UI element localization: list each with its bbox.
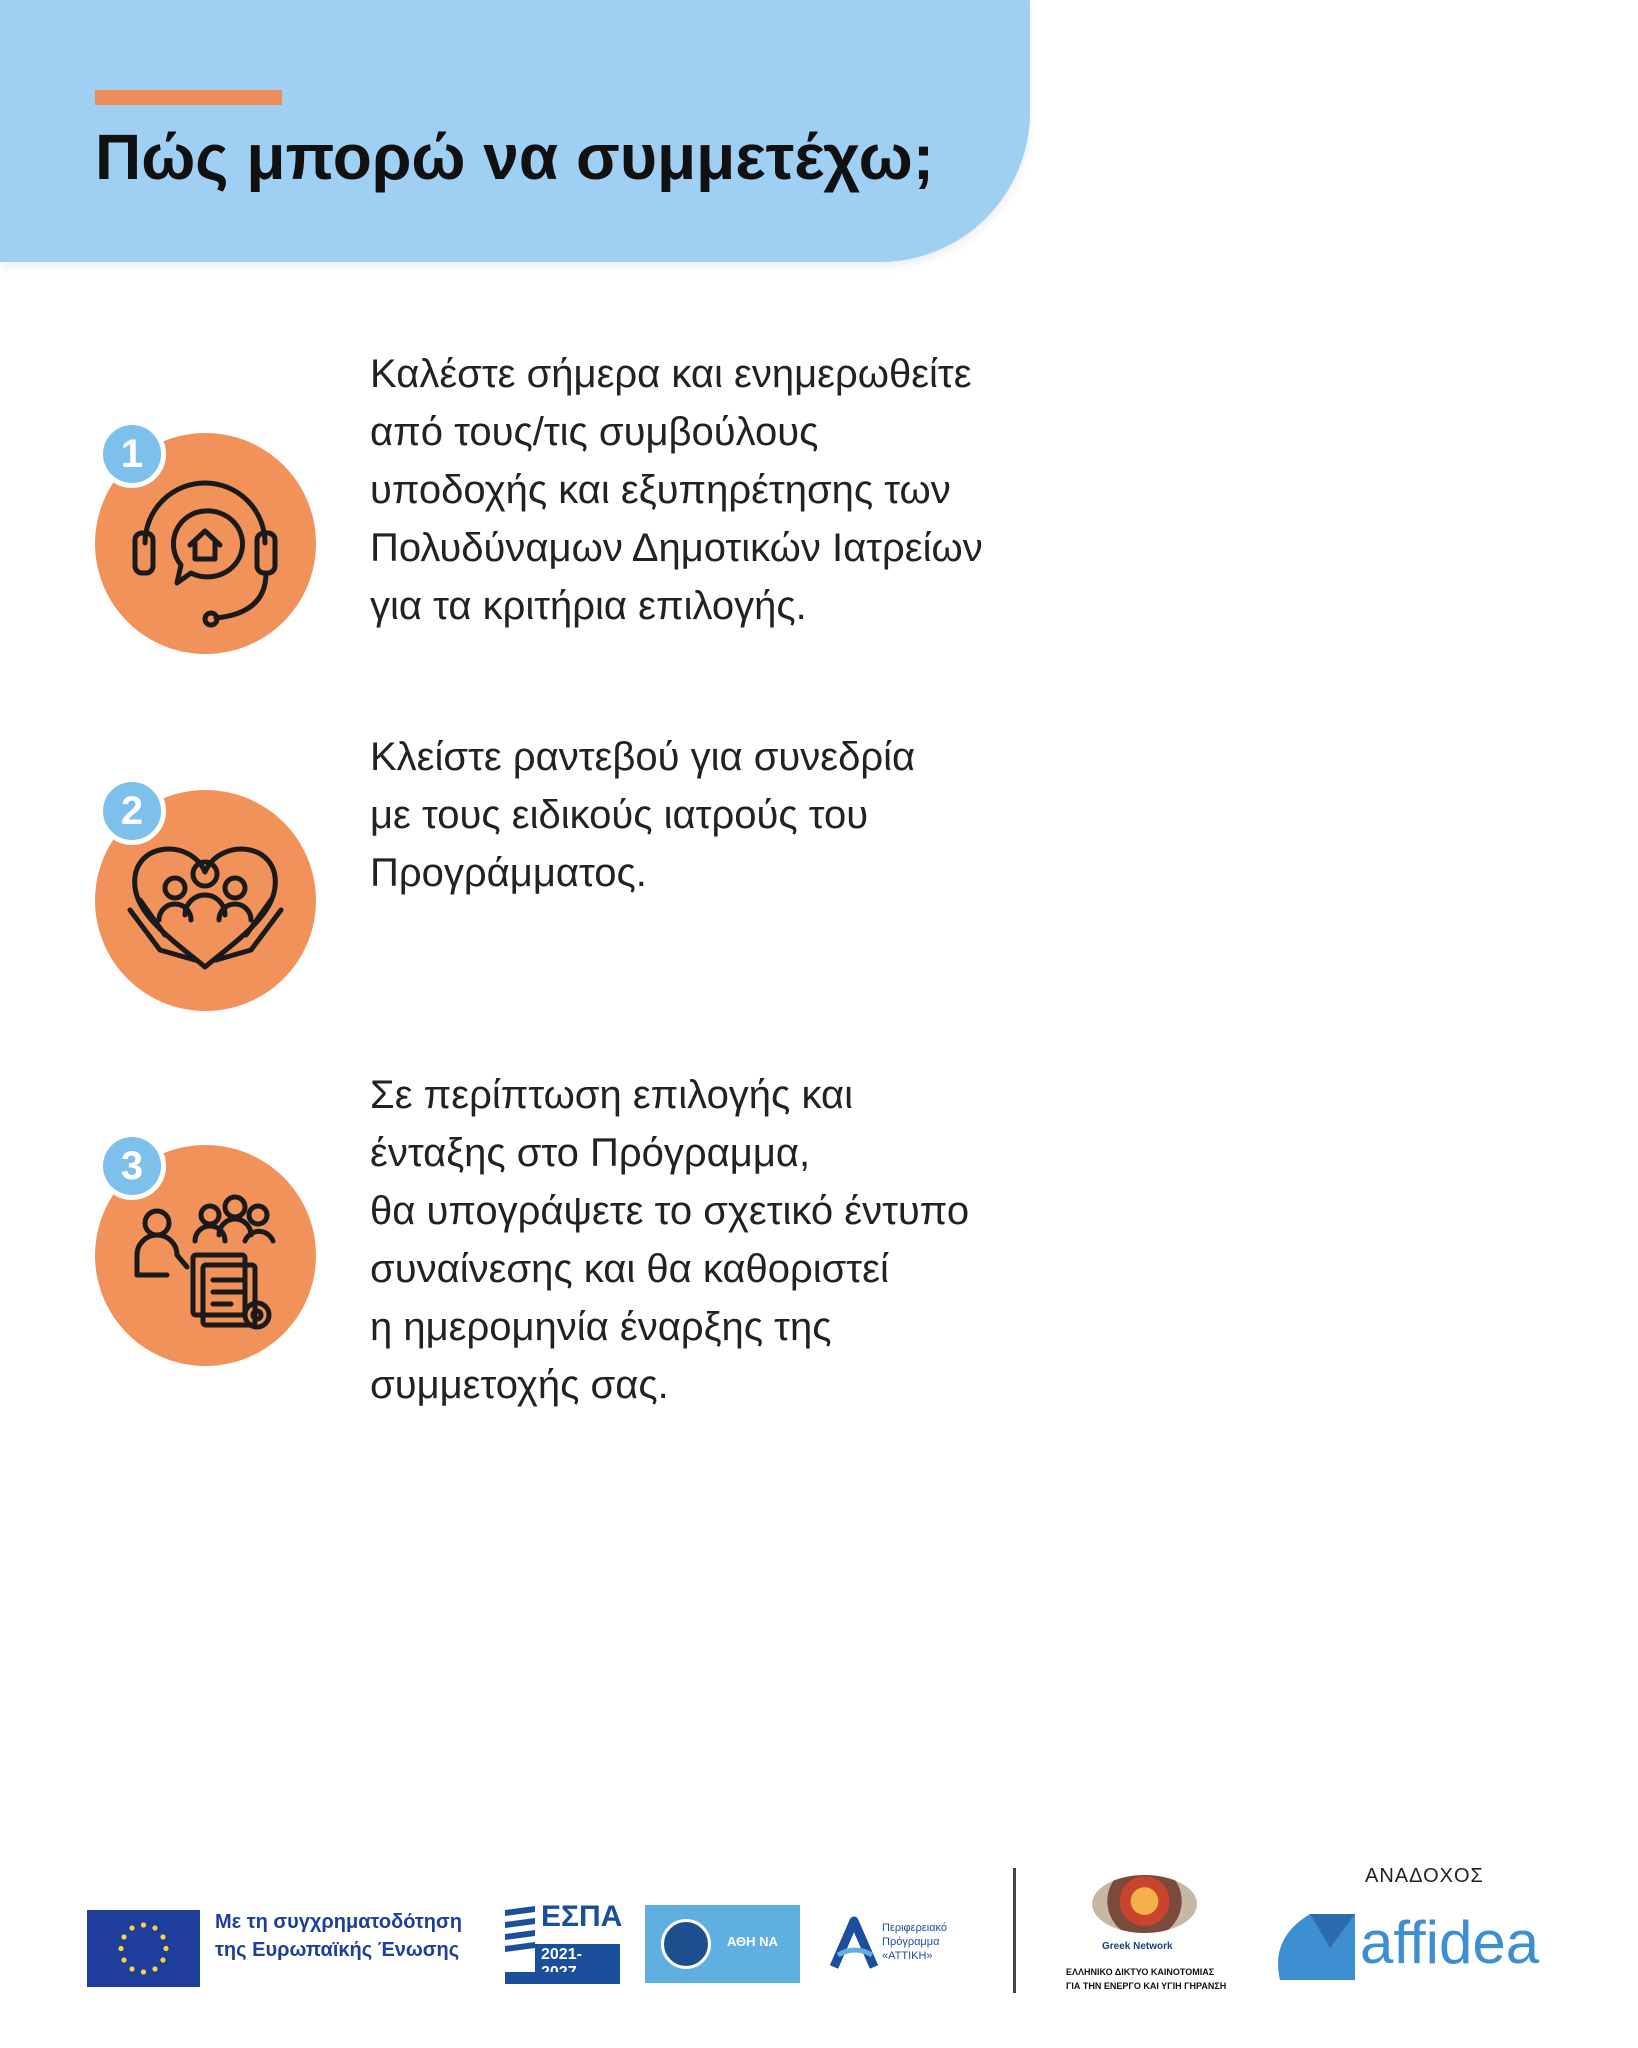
word-cloud-icon xyxy=(1092,1875,1197,1933)
page-title: Πώς μπορώ να συμμετέχω; xyxy=(95,121,934,193)
contractor-label: ΑΝΑΔΟΧΟΣ xyxy=(1365,1865,1484,1887)
step-3-line: Σε περίπτωση επιλογής και xyxy=(370,1073,853,1117)
affidea-wordmark: affidea xyxy=(1360,1909,1540,1976)
footer-divider xyxy=(1013,1868,1016,1993)
eu-cofunding-text xyxy=(215,1908,462,1964)
attiki-line: Περιφερειακό xyxy=(882,1922,948,1934)
step-3-line: ένταξης στο Πρόγραμμα, xyxy=(370,1131,811,1175)
eu-flag-logo xyxy=(87,1910,200,1987)
step-1-line: για τα κριτήρια επιλογής. xyxy=(370,584,807,628)
greek-network-logo xyxy=(1062,1875,1227,1995)
eu-text-line: της Ευρωπαϊκής Ένωσης xyxy=(215,1939,460,1961)
step-1-line: Καλέστε σήμερα και ενημερωθείτε xyxy=(370,352,972,396)
footer-logos xyxy=(0,1840,1638,2000)
step-3-badge: 3 xyxy=(98,1132,166,1200)
network-subtitle: ΕΛΛΗΝΙΚΟ ΔΙΚΤΥΟ ΚΑΙΝΟΤΟΜΙΑΣ xyxy=(1066,1967,1215,1977)
espa-title: ΕΣΠΑ xyxy=(541,1900,623,1933)
step-1-badge: 1 xyxy=(98,420,166,488)
network-label: Greek Network xyxy=(1102,1941,1173,1952)
attiki-line: «ΑΤΤΙΚΗ» xyxy=(882,1950,933,1962)
step-3-line: συναίνεσης και θα καθοριστεί xyxy=(370,1247,889,1291)
athens-label: ΑΘΗ ΝΑ xyxy=(727,1934,778,1949)
attiki-logo xyxy=(830,1915,980,1980)
accent-line xyxy=(95,90,282,105)
step-1-text xyxy=(370,345,1070,635)
affidea-logo xyxy=(1270,1908,1560,1988)
eu-text-line: Με τη συγχρηματοδότηση xyxy=(215,1911,462,1933)
espa-years: 2021- xyxy=(535,1944,620,1984)
attiki-line: Πρόγραμμα xyxy=(882,1936,940,1948)
affidea-mark-icon xyxy=(1270,1908,1360,1988)
step-3-text xyxy=(370,1066,1070,1414)
step-2-line: Προγράμματος. xyxy=(370,851,647,895)
step-3-line: συμμετοχής σας. xyxy=(370,1363,669,1407)
step-3-line: θα υπογράψετε το σχετικό έντυπο xyxy=(370,1189,970,1233)
step-2-line: Κλείστε ραντεβού για συνεδρία xyxy=(370,735,916,779)
network-subtitle: ΓΙΑ ΤΗΝ ΕΝΕΡΓΟ ΚΑΙ ΥΓΙΗ ΓΗΡΑΝΣΗ xyxy=(1066,1981,1227,1991)
header-banner xyxy=(0,0,1030,262)
step-2-badge: 2 xyxy=(98,777,166,845)
attiki-text xyxy=(882,1921,947,1963)
espa-logo xyxy=(505,1900,623,1990)
step-1-line: υποδοχής και εξυπηρέτησης των xyxy=(370,468,951,512)
athens-logo xyxy=(645,1905,800,1983)
step-2-text xyxy=(370,728,1070,902)
step-2-line: με τους ειδικούς ιατρούς του xyxy=(370,793,869,837)
attiki-a-icon xyxy=(830,1915,880,1975)
athens-seal-icon xyxy=(661,1919,711,1969)
step-1-line: από τους/τις συμβούλους xyxy=(370,410,819,454)
step-3-line: η ημερομηνία έναρξης της xyxy=(370,1305,832,1349)
espa-foot-bar xyxy=(505,1972,617,1984)
step-1-line: Πολυδύναμων Δημοτικών Ιατρείων xyxy=(370,526,983,570)
